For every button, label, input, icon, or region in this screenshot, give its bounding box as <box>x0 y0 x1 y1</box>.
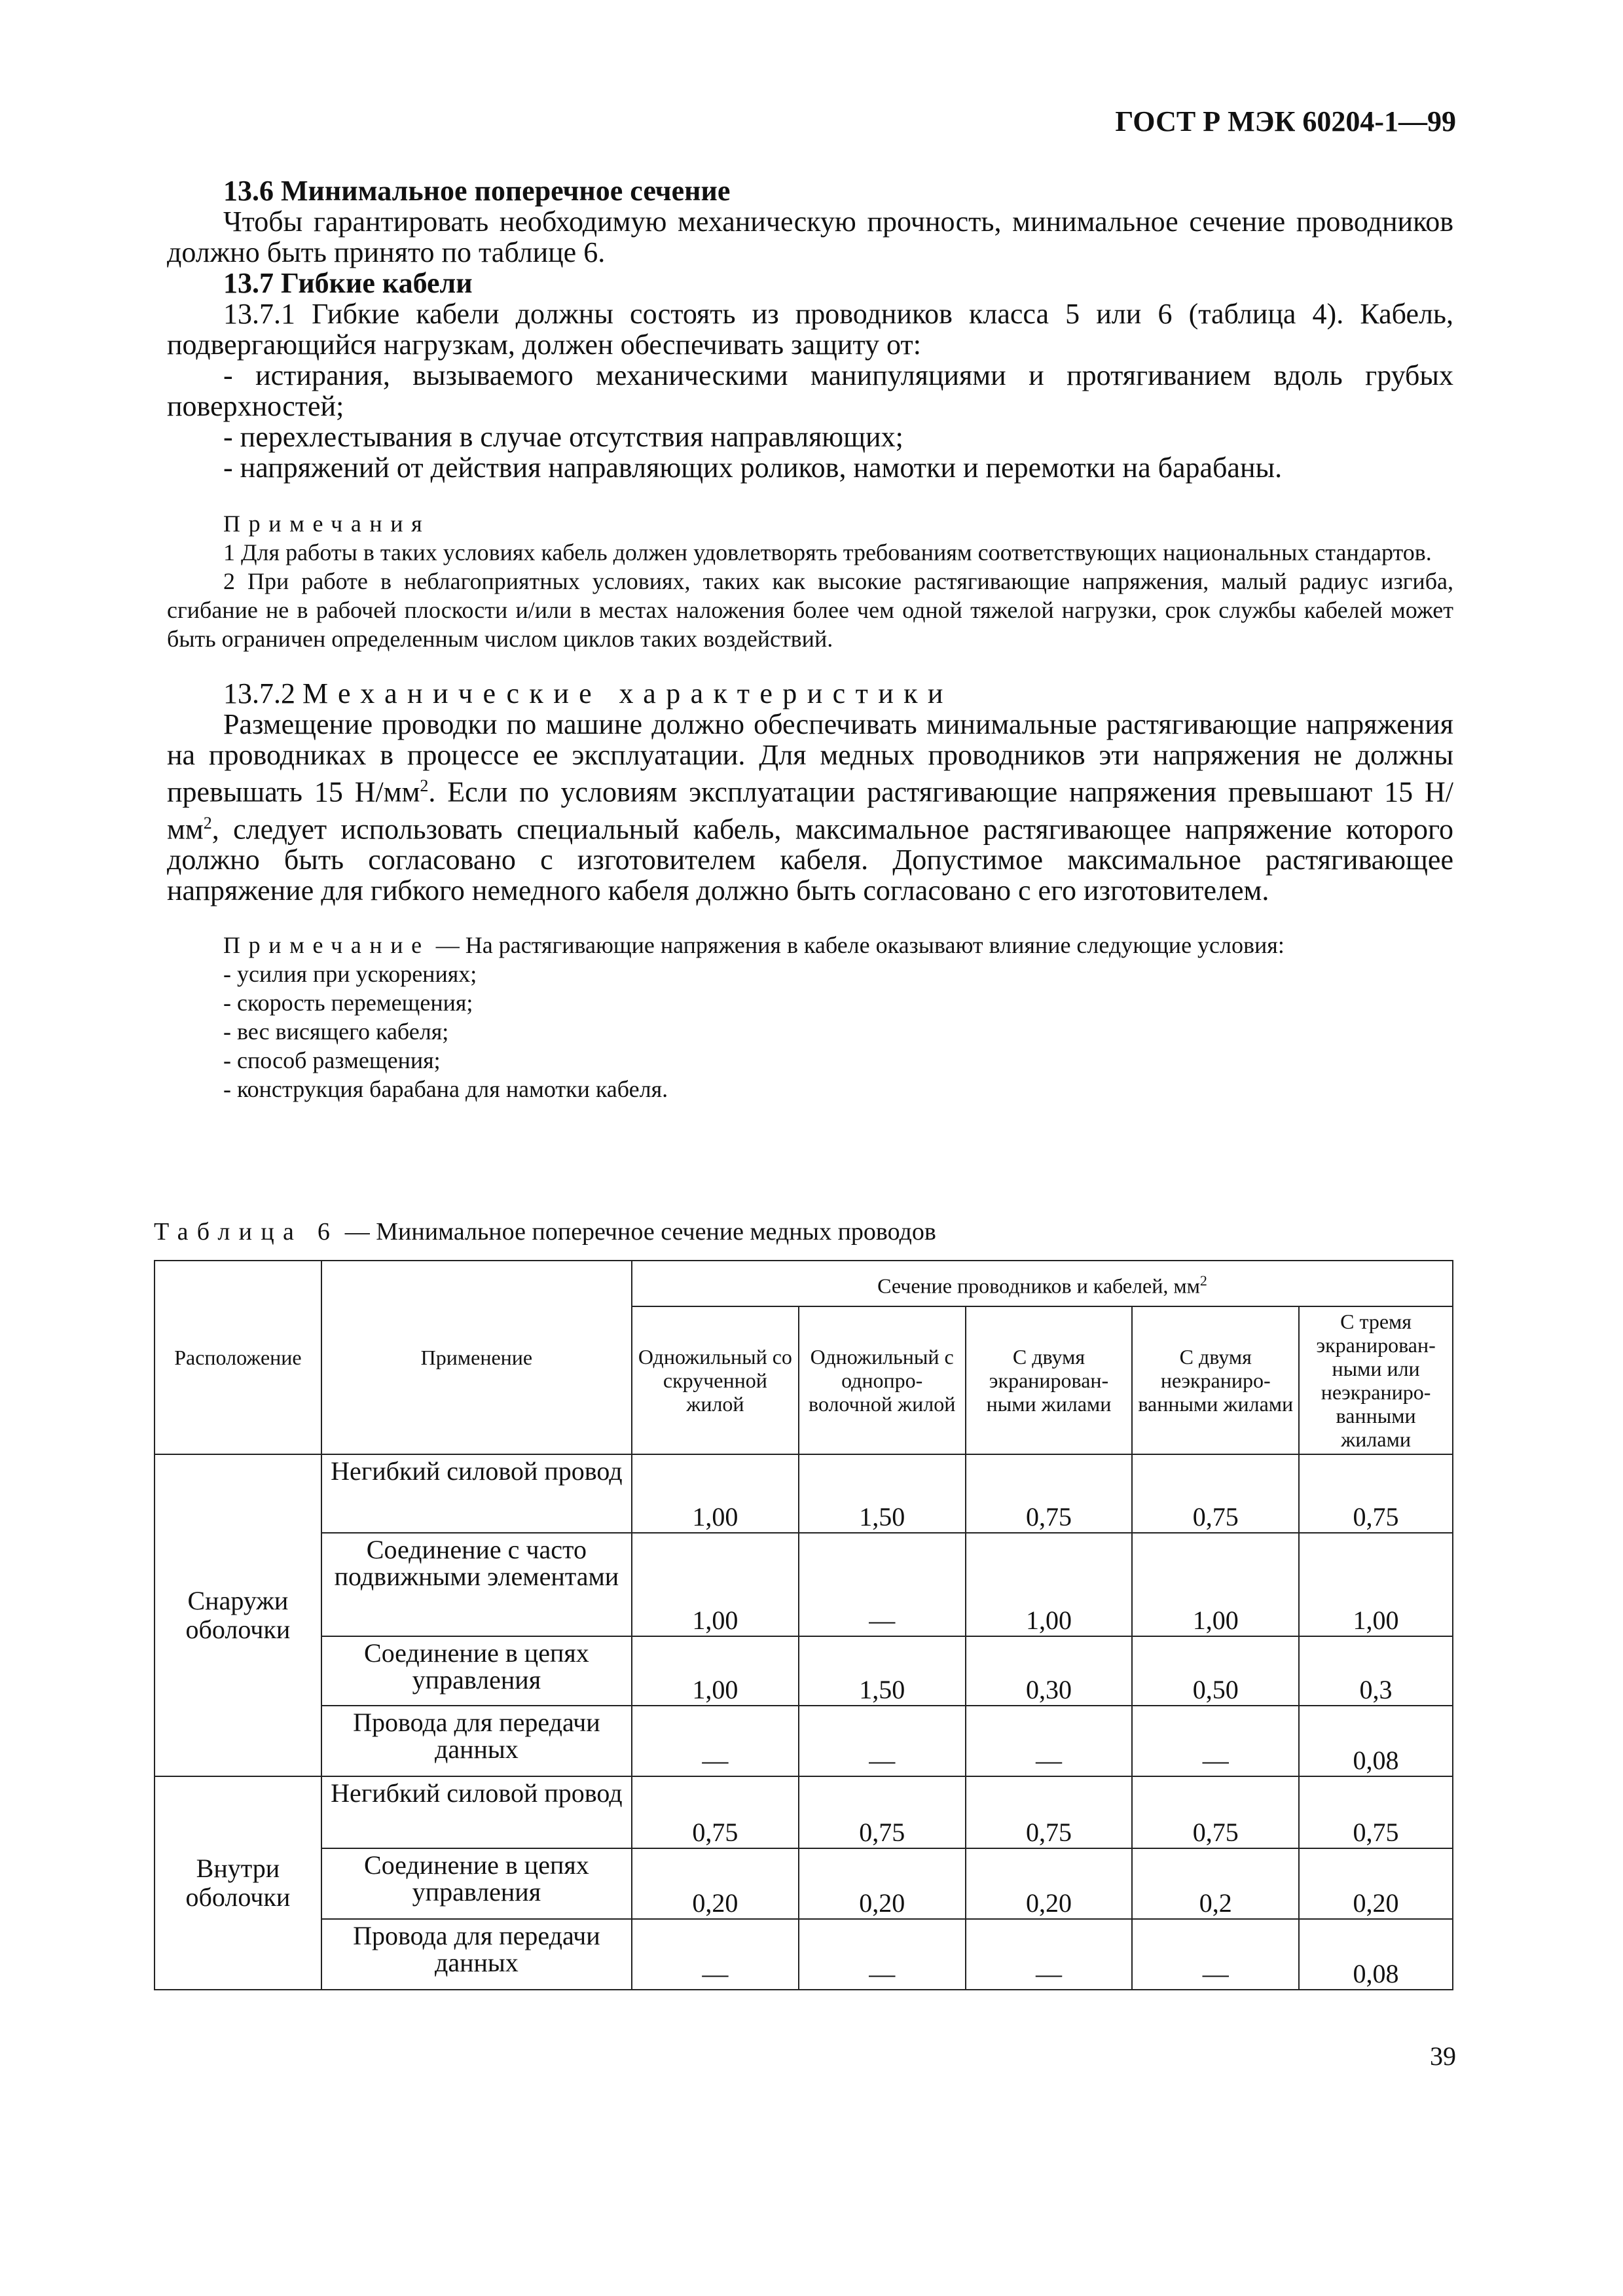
header-section: Сечение проводников и кабелей, $мм^2$ <box>632 1261 1453 1306</box>
group-outside: Снаружи оболочки <box>155 1454 321 1776</box>
header-col-2: Одножильный с однопро- волочной жилой <box>799 1306 966 1454</box>
table-caption-text: — Минимальное поперечное сечение медных проводов <box>338 1218 936 1246</box>
section-13-7-2-title: Механические характеристики <box>302 677 953 709</box>
header-location: Расположение <box>155 1261 321 1454</box>
list-item: - истирания, вызываемого механическими манипуляциями и протягиванием вдоль грубых поверхностей; <box>167 359 1453 422</box>
table-row: Внутри оболочки Негибкий силовой провод 0,75 0,75 0,75 0,75 0,75 <box>155 1776 1453 1848</box>
list-item: - скорость перемещения; <box>223 990 473 1016</box>
section-13-6-text: Чтобы гарантировать необходимую механическую прочность, минимальное сечение проводников должно быть принято по таблице 6. <box>167 206 1453 268</box>
list-item: - способ размещения; <box>223 1047 441 1074</box>
header-col-3: С двумя экранирован- ными жилами <box>966 1306 1133 1454</box>
table-row: Соединение в цепях управления 1,00 1,50 0,30 0,50 0,3 <box>155 1636 1453 1706</box>
note-3 <box>167 931 1453 960</box>
section-13-7-1-text: 13.7.1 Гибкие кабели должны состоять из проводников класса 5 или 6 (таблица 4). Кабель, подвергающийся нагрузкам, должен обеспечивать защиту от: <box>167 298 1453 361</box>
table-caption <box>154 1217 936 1246</box>
main-text <box>167 175 1453 1103</box>
header-col-5: С тремя экранирован- ными или неэкраниро- ванными жилами <box>1299 1306 1453 1454</box>
list-item: - перехлестывания в случае отсутствия направляющих; <box>223 421 903 453</box>
section-13-6-title: 13.6 Минимальное поперечное сечение <box>223 175 731 207</box>
note-1: 1 Для работы в таких условиях кабель должен удовлетворять требованиям соответствующих национальных стандартов. <box>223 539 1432 565</box>
list-item: - усилия при ускорениях; <box>223 961 477 988</box>
section-13-7-2-number: 13.7.2 <box>223 677 295 709</box>
section-13-7-title: 13.7 Гибкие кабели <box>223 267 473 299</box>
note-3-text: — На растягивающие напряжения в кабеле оказывают влияние следующие условия: <box>429 932 1285 959</box>
list-item: - конструкция барабана для намотки кабеля. <box>223 1076 668 1103</box>
page-number: 39 <box>1430 2041 1456 2071</box>
notes-title: Примечания <box>223 511 431 537</box>
list-item: - вес висящего кабеля; <box>223 1018 449 1045</box>
header-col-4: С двумя неэкраниро- ванными жилами <box>1132 1306 1299 1454</box>
section-13-7-2-heading <box>167 678 1453 709</box>
section-13-7-2-text: Размещение проводки по машине должно обеспечивать минимальные растягивающие напряжения на проводниках в процессе ее эксплуатации. Для медных проводников эти напряжения не должны превышать 15 $Н/мм^2$. Если по условиям эксплуатации растягивающие напряжения превышают 15 $Н/мм^2$, следует использовать специальный кабель, максимальное растягивающее напряжение которого должно быть согласовано с изготовителем кабеля. Допустимое максимальное растягивающее напряжение для гибкого немедного кабеля должно быть согласовано с его изготовителем. <box>167 708 1453 907</box>
group-inside: Внутри оболочки <box>155 1776 321 1990</box>
document-header: ГОСТ Р МЭК 60204-1—99 <box>1115 105 1456 137</box>
header-application: Применение <box>321 1261 632 1454</box>
table-row: Провода для передачи данных — — — — 0,08 <box>155 1706 1453 1776</box>
table-row: Провода для передачи данных — — — — 0,08 <box>155 1919 1453 1990</box>
table-row: Соединение в цепях управления 0,20 0,20 0,20 0,2 0,20 <box>155 1848 1453 1919</box>
list-item: - напряжений от действия направляющих роликов, намотки и перемотки на барабаны. <box>223 452 1283 484</box>
header-col-1: Одножильный со скрученной жилой <box>632 1306 799 1454</box>
note-3-label: Примечание <box>223 932 430 959</box>
table-row: Снаружи оболочки Негибкий силовой провод 1,00 1,50 0,75 0,75 0,75 <box>155 1454 1453 1533</box>
min-cross-section-table <box>154 1260 1453 1990</box>
note-2: 2 При работе в неблагоприятных условиях, таких как высокие растягивающие напряжения, малый радиус изгиба, сгибание не в рабочей плоскости и/или в местах наложения более чем одной тяжелой нагрузки, срок службы кабелей может быть ограничен определенным числом циклов таких воздействий. <box>167 568 1453 652</box>
table-row: Соединение с часто подвижными элементами 1,00 — 1,00 1,00 1,00 <box>155 1533 1453 1636</box>
table-caption-label: Таблица 6 <box>154 1218 339 1246</box>
